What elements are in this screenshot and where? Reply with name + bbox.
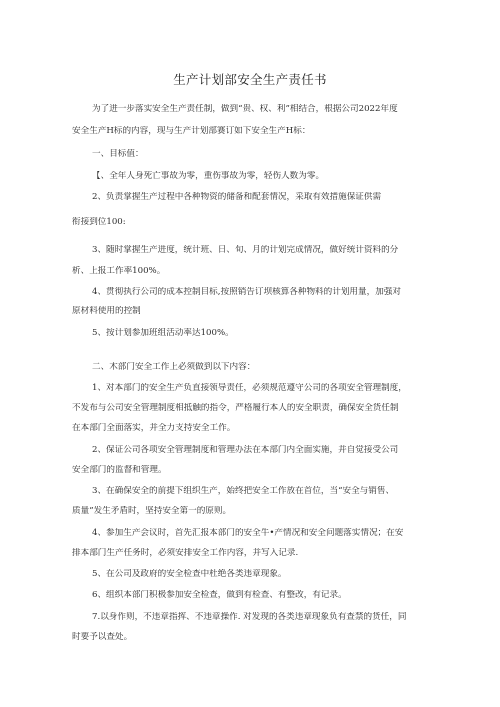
text-line: 在本部门全面落实，并全力支持安全工作。	[72, 423, 236, 433]
text-line: 3、随时掌握生产进度，统计班、日、旬、月的计划完成情况，做好统计资料的分	[92, 245, 399, 255]
text-line: 【、全年人身死亡事故为零，重伤事故为零，轻伤人数为零。	[92, 171, 325, 181]
text-line: 原材料使用的控制	[72, 306, 141, 316]
text-line: 3、在确保安全的前提下组织生产，始终把安全工作放在首位，当“安全与销售、	[92, 486, 395, 496]
text-line: 6、组织本部门积极参加安全检查，做到有检查、有整改，有记录。	[92, 590, 347, 600]
text-line: 2、负责掌握生产过程中各种物资的储备和配套情况，采取有效措施保证供需	[92, 192, 382, 202]
text-line: 析、上报工作率100%。	[72, 266, 166, 276]
text-line: 2、保证公司各项安全管理制度和管理办法在本部门内全面实施，并自觉接受公司	[92, 445, 399, 455]
text-line: 安全部门的监督和管理。	[72, 465, 167, 475]
document-title: 生产计划部安全生产责任书	[173, 72, 327, 87]
text-line: 安全生产H标的内容，现与生产计划部赛订如下安全生产H标：	[72, 126, 311, 136]
text-line: 4、贯彻执行公司的成本控制目标,按照销告订坝核算各种物料的计划用量，加强对	[92, 287, 401, 297]
text-line: 排本部门生产任务时，必须安排安全工作内容，并写入记录.	[72, 548, 299, 558]
text-line: 二、木部门安全工作上必须做到以下内容：	[92, 362, 256, 372]
text-line: 1、对本部门的安全生产负直接领导责任，必须规范遵守公司的各项安全管理制度，	[92, 383, 407, 393]
text-line: 一、目标值：	[92, 149, 144, 159]
text-line: 5、在公司及政府的安全检查中杜绝各类违章现象。	[92, 569, 287, 579]
text-line: 7.以身作则，不违章指挥、不违章操作. 对发现的各类违章现象负有查禁的货任，同	[92, 612, 407, 622]
text-line: 质量”发生矛盾时，坚持安全第一的原则。	[72, 506, 232, 516]
text-line: 时要予以查处。	[72, 632, 133, 642]
text-line: 衔接到位100:	[72, 217, 126, 227]
text-line: 4、参加生产会议时，首先汇报本部门的安全牛•产情况和安全问题落实情况；在安	[92, 528, 404, 538]
text-line: 不发布与公司安全管理制度相抵触的指令，严格履行本人的安全职责，确保安全货任制	[72, 403, 399, 413]
text-line: 为了进一步落实安全生产责任制，做到“贵、权、利”相结合，根据公司2022年度	[92, 104, 398, 114]
text-line: 5、按计划参加班组活动率达100%。	[92, 328, 234, 338]
